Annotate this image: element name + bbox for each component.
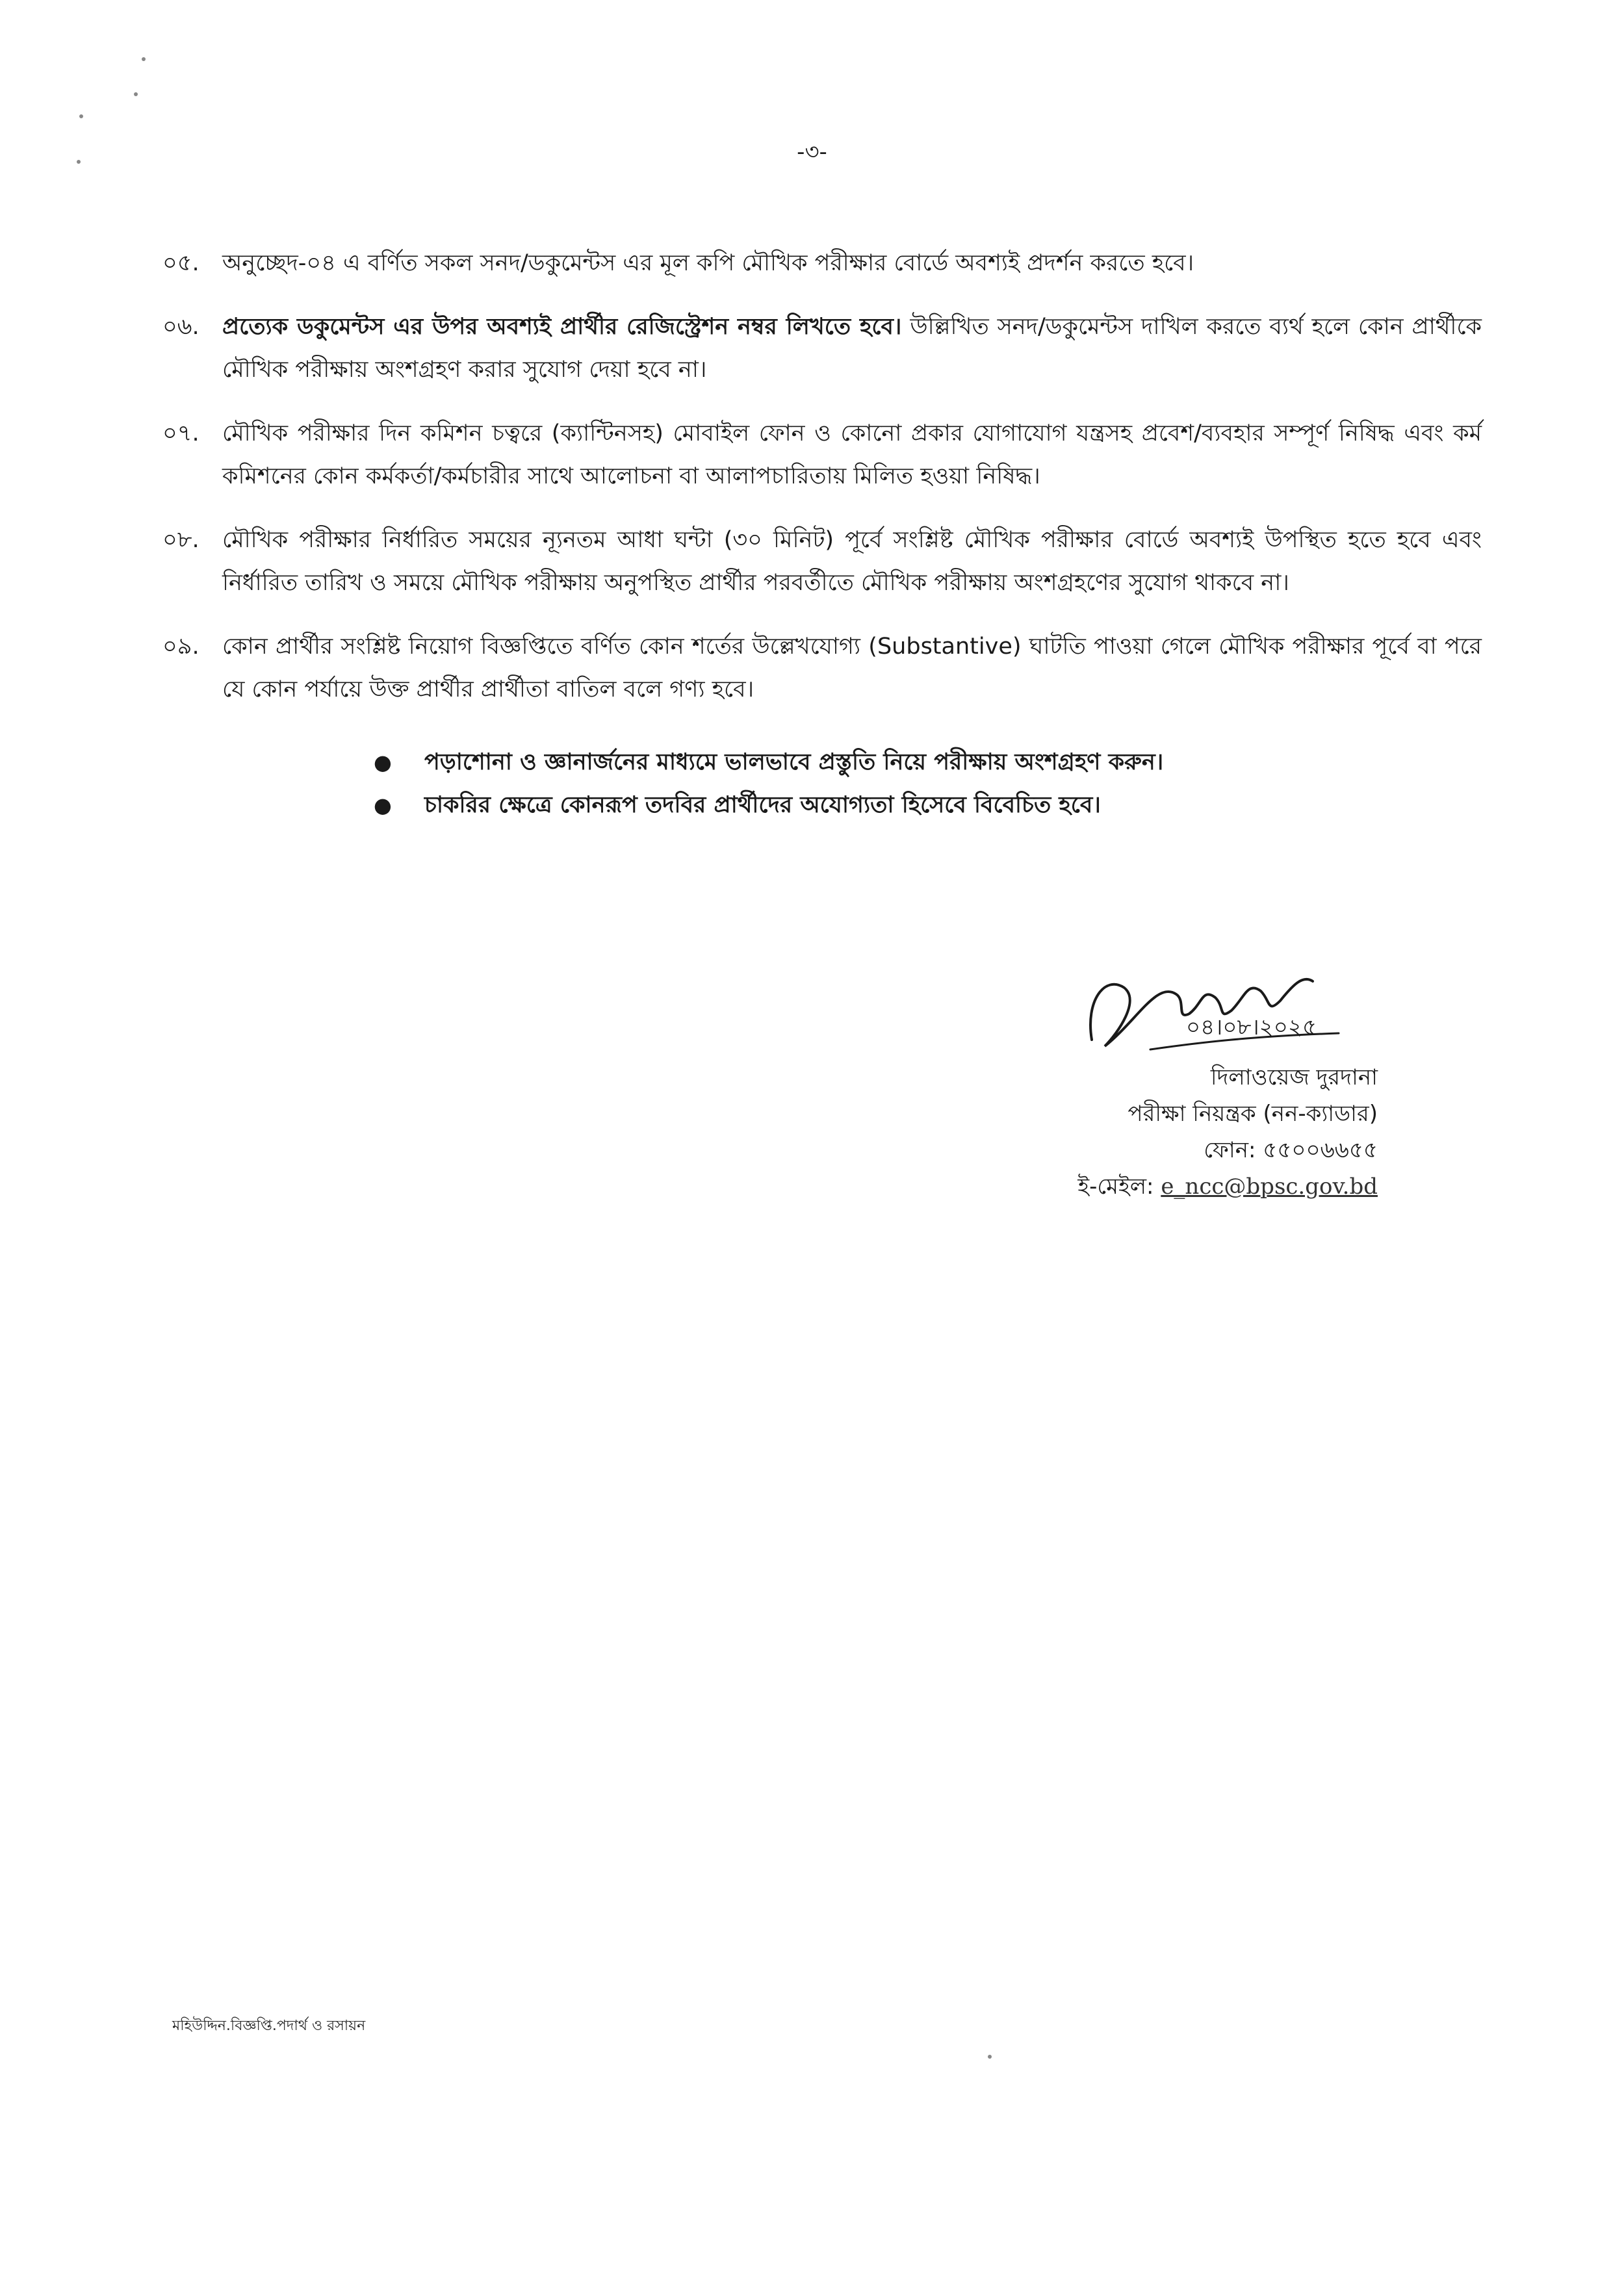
rule-text: [222, 625, 1482, 711]
bullet-item: [374, 741, 1478, 784]
rule-text: [222, 519, 1482, 604]
bullet-text: চাকরির ক্ষেত্রে কোনরূপ তদবির প্রার্থীদের অযোগ্যতা হিসেবে বিবেচিত হবে।: [424, 792, 1101, 818]
handwritten-signature-icon: [1079, 962, 1352, 1059]
rule-text: [222, 412, 1482, 498]
rules-list: [162, 242, 1482, 732]
bullet-list: [374, 741, 1478, 827]
rule-number: ০৯.: [162, 634, 200, 660]
signatory-phone: ফোন: ৫৫০০৬৬৫৫: [1204, 1137, 1378, 1163]
email-label: ই-মেইল:: [1077, 1174, 1154, 1200]
bullet-dot-icon: ●: [374, 750, 392, 775]
rule-number: ০৭.: [162, 420, 200, 446]
rule-number: ০৮.: [162, 527, 200, 553]
email-link[interactable]: e_ncc@bpsc.gov.bd: [1161, 1174, 1378, 1200]
rule-item: [162, 242, 1482, 285]
rule-body: অনুচ্ছেদ-০৪ এ বর্ণিত সকল সনদ/ডকুমেন্টস এর মূল কপি মৌখিক পরীক্ষার বোর্ডে অবশ্যই প্রদর্শন করতে হবে।: [222, 250, 1194, 276]
rule-item: [162, 305, 1482, 391]
rule-text: [222, 242, 1482, 285]
scan-speck: [79, 114, 83, 118]
rule-body: কোন প্রার্থীর সংশ্লিষ্ট নিয়োগ বিজ্ঞপ্তিতে বর্ণিত কোন শর্তের উল্লেখযোগ্য (Substantive) ঘাটতি পাওয়া গেলে মৌখিক পরীক্ষার পূর্বে বা পরে যে কোন পর্যায়ে উক্ত প্রার্থীর প্রার্থীতা বাতিল বলে গণ্য হবে।: [222, 634, 1482, 702]
rule-bold-text: প্রত্যেক ডকুমেন্টস এর উপর অবশ্যই প্রার্থীর রেজিস্ট্রেশন নম্বর লিখতে হবে।: [222, 314, 902, 340]
rule-number: ০৫.: [162, 250, 200, 276]
page-number: -৩-: [797, 139, 827, 165]
footer-note: মহিউদ্দিন.বিজ্ঞপ্তি.পদার্থ ও রসায়ন: [172, 2018, 366, 2034]
signature: [975, 962, 1378, 1059]
rule-number: ০৬.: [162, 314, 200, 340]
scan-speck: [988, 2055, 992, 2059]
scan-speck: [142, 57, 146, 61]
rule-text: [222, 305, 1482, 391]
bullet-item: [374, 784, 1478, 827]
signature-date: ০৪।০৮।২০২৫: [1186, 1014, 1317, 1040]
rule-body: মৌখিক পরীক্ষার নির্ধারিত সময়ের ন্যূনতম আধা ঘন্টা (৩০ মিনিট) পূর্বে সংশ্লিষ্ট মৌখিক পরীক্ষার বোর্ডে অবশ্যই উপস্থিত হতে হবে এবং নির্ধারিত তারিখ ও সময়ে মৌখিক পরীক্ষায় অনুপস্থিত প্রার্থীর পরবর্তীতে মৌখিক পরীক্ষায় অংশগ্রহণের সুযোগ থাকবে না।: [222, 527, 1482, 596]
rule-body: মৌখিক পরীক্ষার দিন কমিশন চত্বরে (ক্যান্টিনসহ) মোবাইল ফোন ও কোনো প্রকার যোগাযোগ যন্ত্রসহ প্রবেশ/ব্যবহার সম্পূর্ণ নিষিদ্ধ এবং কর্ম কমিশনের কোন কর্মকর্তা/কর্মচারীর সাথে আলোচনা বা আলাপচারিতায় মিলিত হওয়া নিষিদ্ধ।: [222, 420, 1482, 489]
scan-speck: [134, 92, 138, 96]
signatory-email-line: [975, 1168, 1378, 1205]
rule-item: [162, 519, 1482, 604]
signatory-name: দিলাওয়েজ দুরদানা: [1210, 1064, 1378, 1090]
rule-item: [162, 625, 1482, 711]
rule-body: উল্লিখিত সনদ/ডকুমেন্টস দাখিল করতে ব্যর্থ হলে কোন প্রার্থীকে মৌখিক পরীক্ষায় অংশগ্রহণ করার সুযোগ দেয়া হবে না।: [222, 314, 1482, 383]
signature-block: [975, 962, 1378, 1205]
bullet-dot-icon: ●: [374, 793, 392, 817]
signatory-designation: পরীক্ষা নিয়ন্ত্রক (নন-ক্যাডার): [1128, 1101, 1378, 1127]
rule-item: [162, 412, 1482, 498]
bullet-text: পড়াশোনা ও জ্ঞানার্জনের মাধ্যমে ভালভাবে প্রস্তুতি নিয়ে পরীক্ষায় অংশগ্রহণ করুন।: [424, 749, 1164, 775]
